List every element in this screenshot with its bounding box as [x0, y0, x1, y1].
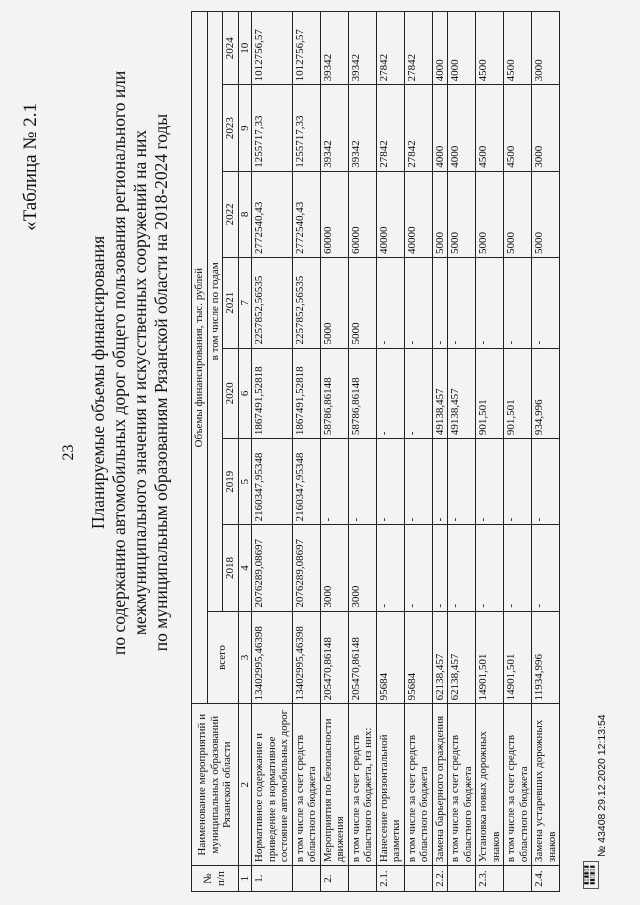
- table-row: [504, 12, 532, 892]
- row-value: 95684: [376, 611, 404, 704]
- row-value: 4500: [504, 12, 532, 85]
- row-value: 3000: [320, 525, 348, 611]
- table-row: [320, 12, 348, 892]
- row-name: в том числе за счет средств областного бюджета: [292, 704, 320, 866]
- row-number: [448, 866, 476, 892]
- title-line: по содержанию автомобильных дорог общего пользования регионального или: [109, 70, 129, 655]
- row-value: 60000: [320, 171, 348, 257]
- row-value: 27842: [404, 85, 432, 171]
- header-year: 2024: [223, 12, 239, 85]
- table-row: [476, 12, 504, 892]
- header-total: всего: [207, 611, 238, 704]
- row-name: в том числе за счет средств областного бюджета: [404, 704, 432, 866]
- row-value: -: [532, 257, 560, 348]
- row-name: в том числе за счет средств областного бюджета: [504, 704, 532, 866]
- row-value: 4500: [476, 12, 504, 85]
- row-value: 1255717,33: [292, 85, 320, 171]
- title-line: Планируемые объемы финансирования: [88, 235, 108, 530]
- row-value: 205470,86148: [320, 611, 348, 704]
- column-number: 10: [238, 12, 252, 85]
- column-number: 2: [238, 704, 252, 866]
- row-value: 1012756,57: [252, 12, 293, 85]
- row-value: 205470,86148: [348, 611, 376, 704]
- financing-table: [191, 11, 560, 892]
- title-line: по муниципальным образованиям Рязанской области на 2018-2024 годы: [151, 113, 171, 652]
- row-number: [504, 866, 532, 892]
- table-row: [376, 12, 404, 892]
- column-number: 9: [238, 85, 252, 171]
- header-including: в том числе по годам: [207, 12, 223, 612]
- row-value: 39342: [348, 12, 376, 85]
- row-value: 5000: [504, 171, 532, 257]
- row-value: -: [348, 439, 376, 525]
- header-year: 2022: [223, 171, 239, 257]
- row-value: -: [404, 348, 432, 439]
- table-row: [252, 12, 293, 892]
- row-value: -: [376, 257, 404, 348]
- title-line: межмуниципального значения и искусственных сооружений на них: [130, 129, 150, 636]
- row-number: 1.: [252, 866, 293, 892]
- column-number: 4: [238, 525, 252, 611]
- row-name: Замена устаревших дорожных знаков: [532, 704, 560, 866]
- row-value: -: [448, 257, 476, 348]
- table-row: [292, 12, 320, 892]
- row-value: 39342: [348, 85, 376, 171]
- row-value: -: [404, 525, 432, 611]
- row-value: -: [432, 257, 448, 348]
- row-value: 2257852,56535: [252, 257, 293, 348]
- row-value: 27842: [376, 85, 404, 171]
- row-value: 901,501: [504, 348, 532, 439]
- row-value: -: [432, 525, 448, 611]
- row-value: 5000: [532, 171, 560, 257]
- row-value: -: [504, 439, 532, 525]
- column-number: 6: [238, 348, 252, 439]
- row-value: 60000: [348, 171, 376, 257]
- row-value: 2772540,43: [252, 171, 293, 257]
- row-value: -: [448, 439, 476, 525]
- column-number-row: [238, 12, 252, 892]
- row-number: 2.4.: [532, 866, 560, 892]
- row-value: 62138,457: [448, 611, 476, 704]
- table-row: [532, 12, 560, 892]
- row-value: 901,501: [476, 348, 504, 439]
- row-value: 1867491,52818: [292, 348, 320, 439]
- row-value: 13402995,46398: [252, 611, 293, 704]
- row-number: 2.3.: [476, 866, 504, 892]
- row-value: -: [476, 257, 504, 348]
- row-name: Установка новых дорожных знаков: [476, 704, 504, 866]
- document-title: [88, 70, 172, 655]
- table-label: «Таблица № 2.1: [20, 103, 41, 231]
- row-number: [292, 866, 320, 892]
- row-value: -: [504, 525, 532, 611]
- row-number: 2.: [320, 866, 348, 892]
- header-year: 2020: [223, 348, 239, 439]
- row-value: 40000: [376, 171, 404, 257]
- row-value: 14901,501: [476, 611, 504, 704]
- row-value: 2160347,95348: [252, 439, 293, 525]
- table-row: [448, 12, 476, 892]
- row-value: 5000: [432, 171, 448, 257]
- header-year: 2021: [223, 257, 239, 348]
- row-value: 39342: [320, 12, 348, 85]
- row-value: 5000: [348, 257, 376, 348]
- row-value: 27842: [376, 12, 404, 85]
- row-value: -: [448, 525, 476, 611]
- row-name: в том числе за счет средств областного бюджета: [448, 704, 476, 866]
- row-value: 4000: [448, 85, 476, 171]
- row-value: -: [376, 525, 404, 611]
- table-row: [432, 12, 448, 892]
- row-value: 95684: [404, 611, 432, 704]
- row-value: 2772540,43: [292, 171, 320, 257]
- row-value: 4000: [448, 12, 476, 85]
- row-value: -: [404, 439, 432, 525]
- row-value: 27842: [404, 12, 432, 85]
- row-value: 4000: [432, 85, 448, 171]
- row-value: 2076289,08697: [292, 525, 320, 611]
- row-number: 2.2.: [432, 866, 448, 892]
- row-value: 1255717,33: [252, 85, 293, 171]
- row-name: Мероприятия по безопасности движения: [320, 704, 348, 866]
- row-value: 5000: [320, 257, 348, 348]
- row-value: 13402995,46398: [292, 611, 320, 704]
- table-body: [252, 12, 560, 892]
- row-value: 4500: [476, 85, 504, 171]
- row-value: -: [404, 257, 432, 348]
- row-value: -: [532, 525, 560, 611]
- barcode-stamp: ▮▯▮▮▯▮ ▮▮▯▮▯▮: [583, 861, 599, 889]
- row-value: 62138,457: [432, 611, 448, 704]
- row-value: 4500: [504, 85, 532, 171]
- header-year: 2019: [223, 439, 239, 525]
- row-name: Нормативное содержание и приведение в нормативное состояние автомобильных дорог: [252, 704, 293, 866]
- header-year: 2023: [223, 85, 239, 171]
- row-value: -: [532, 439, 560, 525]
- row-value: 2257852,56535: [292, 257, 320, 348]
- header-name: Наименование мероприятий и муниципальных образований Рязанской области: [192, 704, 239, 866]
- row-name: Нанесение горизонтальной разметки: [376, 704, 404, 866]
- table-row: [404, 12, 432, 892]
- row-value: 3000: [532, 12, 560, 85]
- row-value: 49138,457: [448, 348, 476, 439]
- row-number: [404, 866, 432, 892]
- row-value: 11934,996: [532, 611, 560, 704]
- row-value: -: [476, 525, 504, 611]
- header-year: 2018: [223, 525, 239, 611]
- row-value: 14901,501: [504, 611, 532, 704]
- row-value: 5000: [476, 171, 504, 257]
- row-value: 3000: [348, 525, 376, 611]
- column-number: 3: [238, 611, 252, 704]
- row-name: в том числе за счет средств областного бюджета, из них:: [348, 704, 376, 866]
- header-volume: Объемы финансирования, тыс. рублей: [192, 12, 208, 704]
- row-value: 40000: [404, 171, 432, 257]
- row-value: 58786,86148: [320, 348, 348, 439]
- row-value: -: [376, 348, 404, 439]
- row-name: Замена барьерного ограждения: [432, 704, 448, 866]
- row-number: [348, 866, 376, 892]
- document-registration-footer: № 43408 29.12.2020 12:13:54: [596, 714, 608, 857]
- row-value: -: [320, 439, 348, 525]
- row-value: 58786,86148: [348, 348, 376, 439]
- row-value: 39342: [320, 85, 348, 171]
- row-value: -: [476, 439, 504, 525]
- column-number: 8: [238, 171, 252, 257]
- row-value: 3000: [532, 85, 560, 171]
- row-value: 2076289,08697: [252, 525, 293, 611]
- row-value: 934,996: [532, 348, 560, 439]
- column-number: 7: [238, 257, 252, 348]
- row-number: 2.1.: [376, 866, 404, 892]
- row-value: -: [376, 439, 404, 525]
- row-value: 1867491,52818: [252, 348, 293, 439]
- table-row: [348, 12, 376, 892]
- row-value: -: [504, 257, 532, 348]
- column-number: 1: [238, 866, 252, 892]
- row-value: 4000: [432, 12, 448, 85]
- row-value: 5000: [448, 171, 476, 257]
- row-value: 49138,457: [432, 348, 448, 439]
- page-number: 23: [60, 444, 77, 461]
- column-number: 5: [238, 439, 252, 525]
- row-value: 2160347,95348: [292, 439, 320, 525]
- header-num: № п/п: [192, 866, 239, 892]
- row-value: 1012756,57: [292, 12, 320, 85]
- row-value: -: [432, 439, 448, 525]
